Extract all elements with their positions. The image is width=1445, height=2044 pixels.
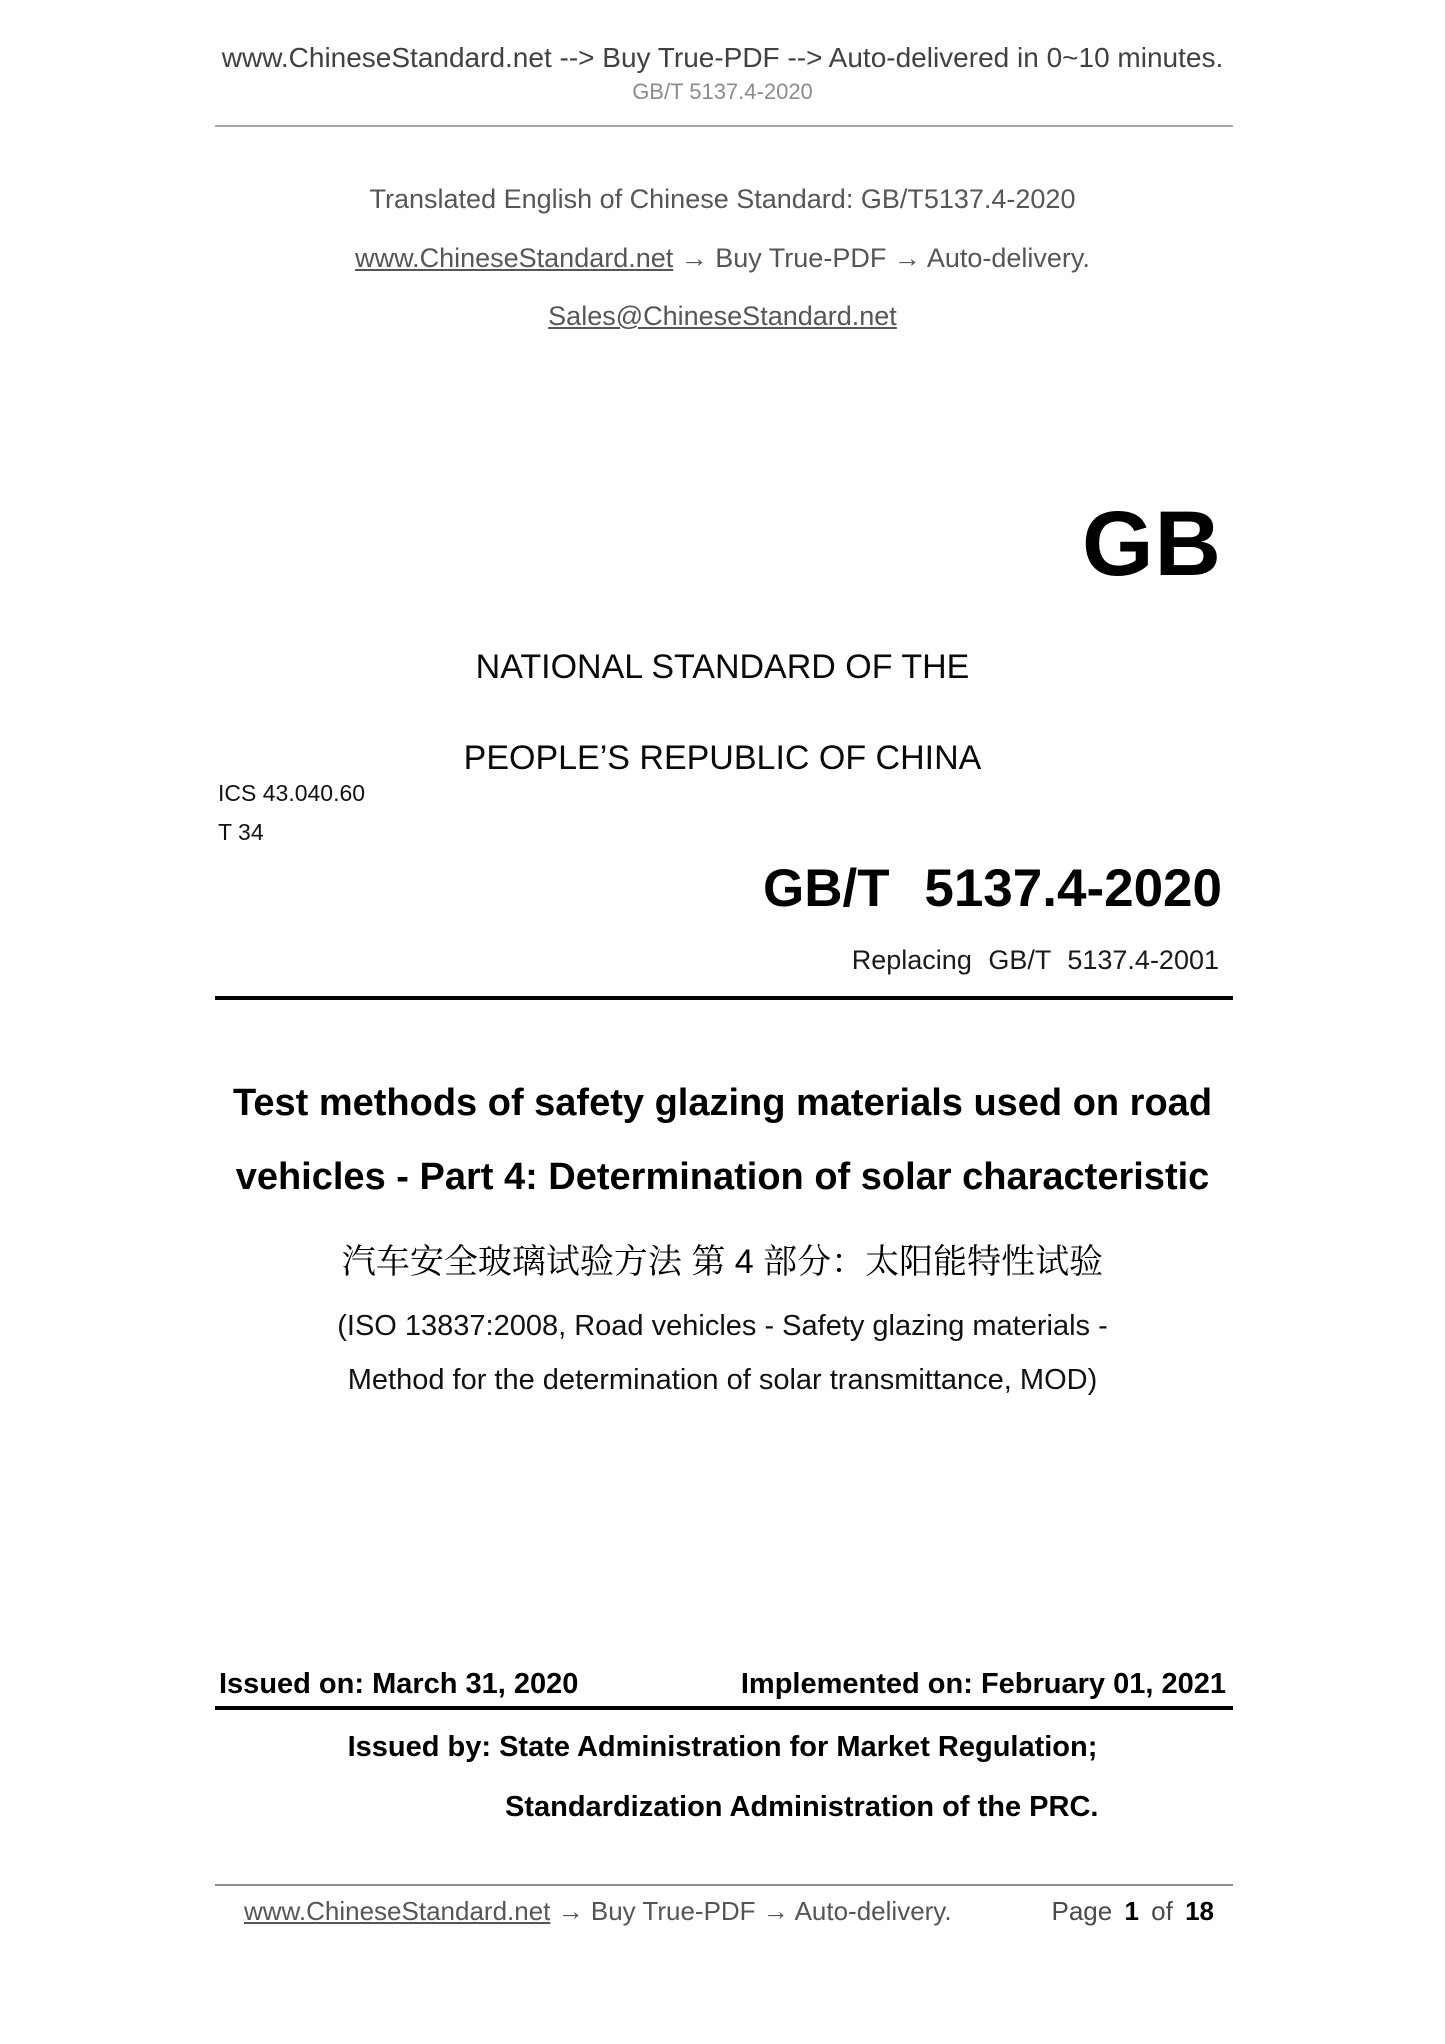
top-doc-code: GB/T 5137.4-2020 <box>632 79 813 104</box>
national-standard-line1: NATIONAL STANDARD OF THE <box>475 648 970 686</box>
page-of: of <box>1151 1896 1173 1926</box>
replacing-note: Replacing GB/T 5137.4-2001 <box>851 945 1219 975</box>
issued-date: Issued on: March 31, 2020 <box>219 1668 579 1700</box>
class-code: T 34 <box>218 819 264 845</box>
footer-site-link[interactable]: www.ChineseStandard.net <box>244 1896 551 1926</box>
page-indicator <box>1051 1896 1214 1927</box>
dates-row <box>219 1668 1226 1701</box>
page-total: 18 <box>1185 1896 1214 1926</box>
standard-number: GB/T 5137.4-2020 <box>763 859 1222 918</box>
footer-site-line <box>244 1896 952 1927</box>
page-current: 1 <box>1124 1896 1139 1926</box>
implemented-date: Implemented on: February 01, 2021 <box>740 1668 1226 1700</box>
top-divider <box>215 125 1233 127</box>
iso-reference-line2: Method for the determination of solar transmittance, MOD) <box>347 1364 1098 1396</box>
issuer-line2: Standardization Administration of the PRC. <box>505 1791 1099 1823</box>
sales-email-link[interactable]: Sales@ChineseStandard.net <box>548 301 897 331</box>
issuer-line1: Issued by: State Administration for Market Regulation; <box>347 1731 1098 1763</box>
site-link-line <box>0 243 1445 274</box>
translated-note: Translated English of Chinese Standard: GB/T5137.4-2020 <box>369 184 1076 214</box>
standard-title-line1: Test methods of safety glazing materials used on road <box>232 1082 1213 1124</box>
standard-title-line2: vehicles - Part 4: Determination of solar characteristic <box>235 1156 1210 1198</box>
footer-site-rest: → Buy True-PDF → Auto-delivery. <box>550 1896 952 1926</box>
site-link-rest: → Buy True-PDF → Auto-delivery. <box>673 243 1090 273</box>
footer-divider <box>215 1884 1233 1886</box>
iso-reference-line1: (ISO 13837:2008, Road vehicles - Safety glazing materials - <box>337 1310 1108 1342</box>
standard-title-chinese: 汽车安全玻璃试验方法 第 4 部分：太阳能特性试验 <box>341 1243 1104 1281</box>
gb-logo: GB <box>1082 493 1222 595</box>
email-line <box>0 301 1445 332</box>
ics-code: ICS 43.040.60 <box>218 780 366 806</box>
page-label: Page <box>1051 1896 1113 1926</box>
site-link[interactable]: www.ChineseStandard.net <box>355 243 674 273</box>
dates-divider <box>215 1706 1233 1710</box>
mid-divider <box>215 996 1233 1000</box>
top-banner-text: www.ChineseStandard.net --> Buy True-PDF --> Auto-delivered in 0~10 minutes. <box>221 42 1224 73</box>
national-standard-line2: PEOPLE’S REPUBLIC OF CHINA <box>463 739 982 777</box>
